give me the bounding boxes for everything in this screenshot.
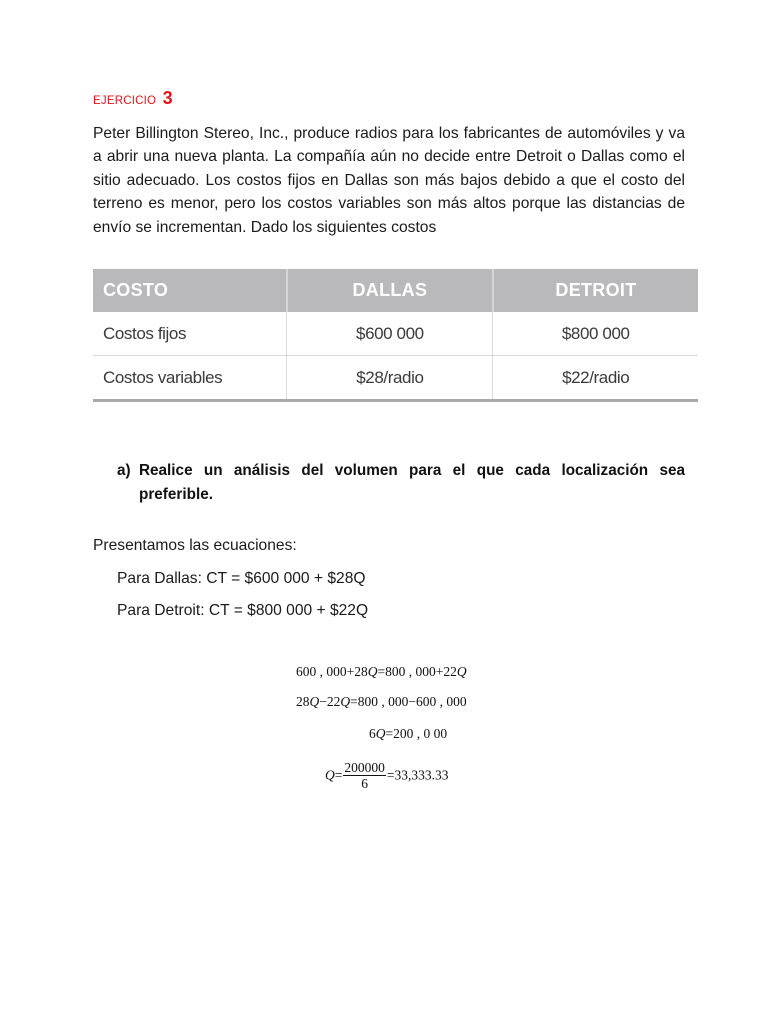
header-detroit: DETROIT — [493, 269, 698, 312]
question-text: Realice un análisis del volumen para el que cada localización sea preferible. — [139, 462, 685, 503]
math-text: 28 — [296, 694, 310, 709]
exercise-word: EJERCICIO — [93, 95, 157, 107]
math-var: Q — [325, 767, 335, 783]
math-text: 6 — [369, 726, 376, 741]
presentation-text: Presentamos las ecuaciones: — [93, 537, 297, 554]
math-text: =200 , 0 00 — [385, 726, 448, 741]
row-label: Costos fijos — [93, 312, 287, 356]
fraction-denominator: 6 — [361, 776, 368, 791]
header-costo: COSTO — [93, 269, 287, 312]
table-header-row — [93, 269, 698, 312]
math-text: 600 , 000+28 — [296, 664, 368, 679]
math-text: =800 , 000+22 — [377, 664, 457, 679]
math-text: −22 — [319, 694, 341, 709]
math-line-4 — [325, 760, 449, 791]
detroit-value: $800 000 — [493, 312, 698, 356]
dallas-value: $600 000 — [287, 312, 493, 356]
intro-paragraph: Peter Billington Stereo, Inc., produce radios para los fabricantes de automóviles y va a abrir una nueva planta. La compañía aún no decide entre Detroit o Dallas como el sitio adecuado. Los costos fijos en Dallas son más bajos debido a que el costo del terreno es menor, pero los costos variables son más altos porque las distancias de envío se incrementan. Dado los siguientes costos — [93, 125, 685, 236]
math-var: Q — [340, 694, 351, 709]
math-var: Q — [456, 664, 467, 679]
equation-detroit: Para Detroit: CT = $800 000 + $22Q — [117, 602, 369, 619]
math-line-3 — [369, 726, 447, 742]
question-letter: a) — [117, 462, 131, 479]
dallas-value: $28/radio — [287, 356, 493, 401]
detroit-value: $22/radio — [493, 356, 698, 401]
table-row — [93, 356, 698, 401]
math-line-1 — [296, 664, 467, 680]
math-text: = — [334, 767, 343, 783]
header-dallas: DALLAS — [287, 269, 493, 312]
exercise-number: 3 — [162, 88, 173, 108]
math-result: =33,333.33 — [386, 767, 449, 783]
equation-dallas: Para Dallas: CT = $600 000 + $28Q — [117, 570, 366, 587]
row-label: Costos variables — [93, 356, 287, 401]
fraction — [343, 760, 386, 791]
exercise-title — [93, 88, 173, 109]
fraction-numerator: 200000 — [344, 760, 385, 775]
cost-table — [93, 269, 698, 402]
math-var: Q — [375, 726, 386, 741]
math-var: Q — [367, 664, 378, 679]
math-line-2 — [296, 694, 467, 710]
math-text: =800 , 000−600 , 000 — [350, 694, 467, 709]
table-row — [93, 312, 698, 356]
question-a — [117, 459, 685, 507]
math-var: Q — [309, 694, 320, 709]
